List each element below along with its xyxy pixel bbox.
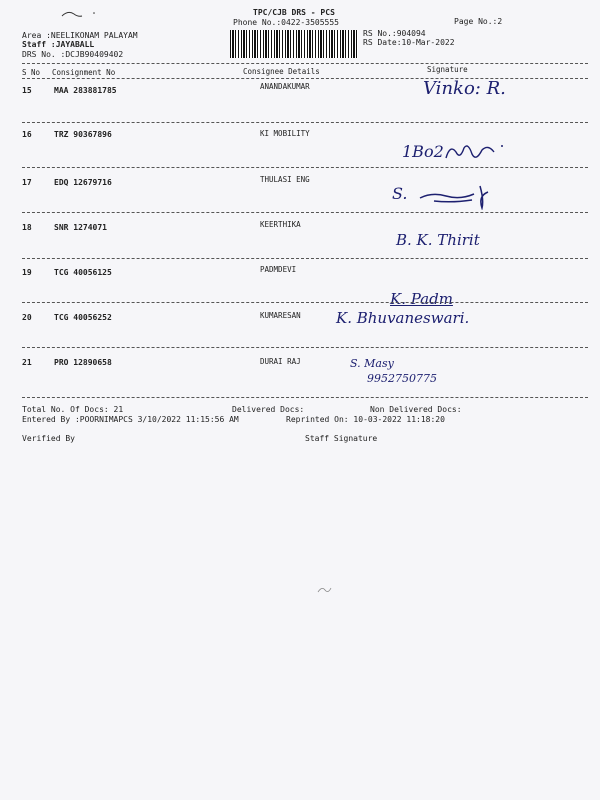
- row-consignment: MAA 283881785: [54, 86, 117, 95]
- row-sno: 15: [22, 86, 32, 95]
- row-sno: 19: [22, 268, 32, 277]
- row-consignee: KEERTHIKA: [260, 220, 301, 229]
- row-divider: [22, 212, 588, 213]
- row-consignee: DURAI RAJ: [260, 357, 301, 366]
- barcode: [230, 30, 358, 58]
- header-divider: [22, 63, 588, 64]
- total-docs: Total No. Of Docs: 21: [22, 405, 124, 414]
- col-consignee: Consignee Details: [243, 67, 320, 76]
- row-signature: K. Padm: [390, 290, 453, 308]
- rs-number: RS No.:904094: [363, 29, 426, 38]
- row-sno: 16: [22, 130, 32, 139]
- row-consignment: SNR 1274071: [54, 223, 107, 232]
- row-divider: [22, 258, 588, 259]
- row-consignee: KUMARESAN: [260, 311, 301, 320]
- col-signature: Signature: [427, 65, 468, 74]
- handwritten-mark: [58, 8, 98, 22]
- row-divider: [22, 347, 588, 348]
- row-signature: K. Bhuvaneswari.: [336, 309, 470, 327]
- col-consignment: Consignment No: [52, 68, 116, 77]
- drs-number: DRS No. :DCJB90409402: [22, 50, 124, 59]
- rs-date: RS Date:10-Mar-2022: [363, 38, 455, 47]
- phone-number: Phone No.:0422-3505555: [233, 18, 339, 27]
- row-signature: S. Masy: [350, 357, 394, 370]
- row-consignee: ANANDAKUMAR: [260, 82, 310, 91]
- row-signature: Vinko: R.: [423, 78, 506, 99]
- staff-label: Staff :JAYABALL: [22, 40, 95, 49]
- verified-by: Verified By: [22, 434, 75, 443]
- non-delivered-docs: Non Delivered Docs:: [370, 405, 462, 414]
- row-divider: [22, 122, 588, 123]
- table-end-divider: [22, 397, 588, 398]
- row-signature: B. K. Thirit: [396, 231, 480, 249]
- document-title: TPC/CJB DRS - PCS: [253, 8, 335, 17]
- row-consignment: PRO 12890658: [54, 358, 112, 367]
- row-sno: 21: [22, 358, 32, 367]
- row-signature: S.: [392, 184, 408, 203]
- row-consignment: TCG 40056125: [54, 268, 112, 277]
- col-sno: S No: [22, 68, 41, 77]
- row-sno: 20: [22, 313, 32, 322]
- row-consignee: KI MOBILITY: [260, 129, 310, 138]
- row-signature: 1Bo2: [402, 142, 444, 161]
- signature-scribble: [442, 138, 507, 166]
- row-divider: [22, 167, 588, 168]
- page-number: Page No.:2: [454, 17, 503, 26]
- row-divider: [22, 302, 588, 303]
- staff-signature: Staff Signature: [305, 434, 378, 443]
- reprinted-on: Reprinted On: 10-03-2022 11:18:20: [286, 415, 445, 424]
- entered-by: Entered By :POORNIMAPCS 3/10/2022 11:15:56 AM: [22, 415, 239, 424]
- delivered-docs: Delivered Docs:: [232, 405, 305, 414]
- row-consignment: TCG 40056252: [54, 313, 112, 322]
- row-sno: 18: [22, 223, 32, 232]
- row-consignment: TRZ 90367896: [54, 130, 112, 139]
- area-label: Area :NEELIKONAM PALAYAM: [22, 31, 138, 40]
- scan-mark: [316, 584, 334, 596]
- row-consignee: PADMDEVI: [260, 265, 297, 274]
- row-signature-phone: 9952750775: [367, 372, 437, 385]
- signature-scribble: [412, 182, 502, 210]
- row-consignment: EDQ 12679716: [54, 178, 112, 187]
- row-consignee: THULASI ENG: [260, 175, 310, 184]
- row-sno: 17: [22, 178, 32, 187]
